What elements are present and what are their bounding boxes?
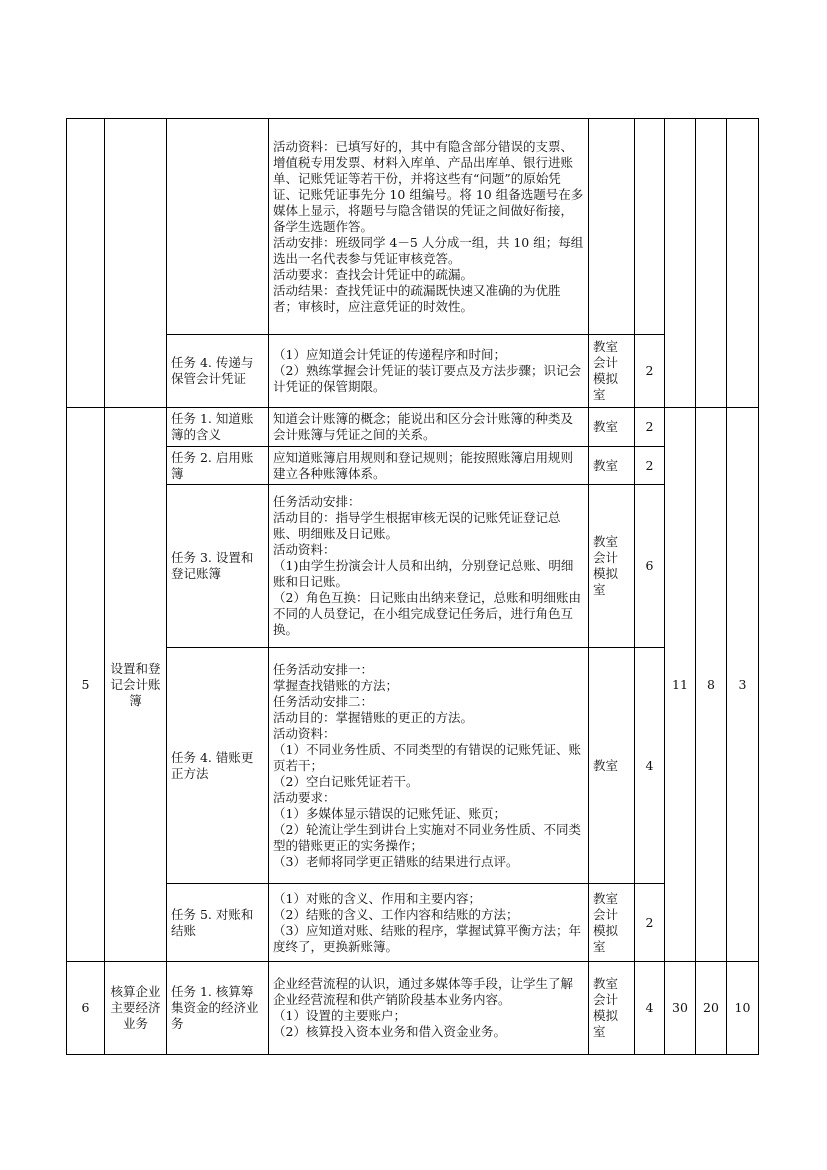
table-row (67, 335, 759, 408)
theory-hours-cell (696, 119, 727, 408)
content-line: 企业经营流程的认识，通过多媒体等手段，让学生了解企业经营流程和供产销阶段基本业务内容。 (273, 976, 574, 1007)
hours-cell: 4 (635, 648, 665, 884)
content-line: （2）结账的含义、工作内容和结账的方法； (273, 906, 519, 922)
hours-cell (635, 119, 665, 335)
task-cell: 任务 3. 设置和登记账簿 (167, 485, 269, 648)
unit-name-cell: 设置和登记会计账簿 (105, 408, 167, 962)
table-row (67, 447, 759, 485)
task-cell: 任务 2. 启用账簿 (167, 447, 269, 485)
content-line: 活动要求：查找会计凭证中的疏漏。 (273, 266, 474, 282)
content-line: 任务活动安排一： (273, 661, 374, 677)
hours-cell: 2 (635, 447, 665, 485)
table-row (67, 648, 759, 884)
content-line: （1）不同业务性质、不同类型的有错误的记账凭证、账页若干； (273, 741, 581, 773)
content-line: 应知道账簿启用规则和登记规则；能按照账簿启用规则建立各种账簿体系。 (273, 449, 574, 481)
content-line: 活动结果：查找凭证中的疏漏既快速又准确的为优胜者；审核时，应注意凭证的时效性。 (273, 282, 561, 314)
unit-number-cell: 6 (67, 962, 105, 1055)
content-line: 活动安排：班级同学 4－5 人分成一组，共 10 组；每组选出一名代表参与凭证审核竞答。 (273, 234, 584, 266)
content-line: （3）老师将同学更正错账的结果进行点评。 (273, 853, 519, 869)
table-row (67, 962, 759, 1055)
venue-cell: 教室会计模拟室 (589, 335, 635, 408)
content-line: （1）设置的主要账户； (273, 1008, 406, 1023)
content-line: （2）角色互换：日记账由出纳来登记，总账和明细账由不同的人员登记，在小组完成登记任务后，进行角色互换。 (273, 590, 581, 637)
table-row (67, 119, 759, 335)
venue-cell: 教室会计模拟室 (589, 962, 635, 1055)
unit-name-cell (105, 119, 167, 408)
task-cell: 任务 1. 核算筹集资金的经济业务 (167, 962, 269, 1055)
content-cell (269, 447, 589, 485)
venue-cell: 教室 (589, 447, 635, 485)
unit-number-cell: 5 (67, 408, 105, 962)
task-cell: 任务 5. 对账和结账 (167, 884, 269, 962)
content-cell (269, 335, 589, 408)
content-line: （1）应知道会计凭证的传递程序和时间； (273, 347, 506, 362)
content-cell (269, 884, 589, 962)
content-line: 活动资料： (273, 542, 336, 557)
content-line: （1）对账的含义、作用和主要内容； (273, 890, 481, 906)
hours-cell: 2 (635, 884, 665, 962)
theory-hours-cell: 20 (696, 962, 727, 1055)
course-schedule-table (66, 118, 759, 1055)
table-row (67, 408, 759, 447)
content-line: 任务活动安排： (273, 494, 361, 509)
content-line: （2）空白记账凭证若干。 (273, 773, 419, 789)
total-hours-cell (665, 119, 696, 408)
task-cell (167, 119, 269, 335)
venue-cell (589, 119, 635, 335)
content-cell (269, 119, 589, 335)
practice-hours-cell: 10 (727, 962, 759, 1055)
unit-name-cell: 核算企业主要经济业务 (105, 962, 167, 1055)
content-line: 活动资料： (273, 725, 336, 741)
content-line: （3）应知道对账、结账的程序，掌握试算平衡方法；年度终了，更换新账簿。 (273, 922, 581, 954)
hours-cell: 4 (635, 962, 665, 1055)
task-cell: 任务 1. 知道账簿的含义 (167, 408, 269, 447)
unit-number-cell (67, 119, 105, 408)
task-cell: 任务 4. 错账更正方法 (167, 648, 269, 884)
hours-cell: 2 (635, 335, 665, 408)
content-line: 任务活动安排二： (273, 693, 374, 709)
content-cell (269, 408, 589, 447)
theory-hours-cell: 8 (696, 408, 727, 962)
content-cell (269, 962, 589, 1055)
content-line: 活动资料：已填写好的，其中有隐含部分错误的支票、增值税专用发票、材料入库单、产品出库单、银行进账单、记账凭证等若干份，并将这些有“问题”的原始凭证、记账凭证事先分 10 组编号。将 10 组备选题号在多媒体上显示，将题号与隐含错误的凭证之间做好衔接，备学生选题作答。 (273, 138, 584, 234)
total-hours-cell: 30 (665, 962, 696, 1055)
task-cell: 任务 4. 传递与保管会计凭证 (167, 335, 269, 408)
content-line: 活动目的：掌握错账的更正的方法。 (273, 709, 474, 725)
content-line: （2）熟练掌握会计凭证的装订要点及方法步骤；识记会计凭证的保管期限。 (273, 363, 581, 394)
hours-cell: 2 (635, 408, 665, 447)
content-cell (269, 485, 589, 648)
practice-hours-cell (727, 119, 759, 408)
hours-cell: 6 (635, 485, 665, 648)
content-line: （1）多媒体显示错误的记账凭证、账页； (273, 805, 506, 821)
content-line: 掌握查找错账的方法； (273, 677, 399, 693)
total-hours-cell: 11 (665, 408, 696, 962)
content-cell (269, 648, 589, 884)
table-row (67, 884, 759, 962)
content-line: （1)由学生扮演会计人员和出纳，分别登记总账、明细账和日记账。 (273, 558, 574, 589)
content-line: （2）核算投入资本业务和借入资金业务。 (273, 1024, 506, 1039)
venue-cell: 教室会计模拟室 (589, 485, 635, 648)
practice-hours-cell: 3 (727, 408, 759, 962)
table-row (67, 485, 759, 648)
venue-cell: 教室会计模拟室 (589, 884, 635, 962)
venue-cell: 教室 (589, 408, 635, 447)
content-line: 活动目的：指导学生根据审核无误的记账凭证登记总账、明细账及日记账。 (273, 510, 561, 541)
venue-cell: 教室 (589, 648, 635, 884)
content-line: 活动要求： (273, 789, 336, 805)
content-line: 知道会计账簿的概念；能说出和区分会计账簿的种类及会计账簿与凭证之间的关系。 (273, 411, 574, 442)
content-line: （2）轮流让学生到讲台上实施对不同业务性质、不同类型的错账更正的实务操作； (273, 821, 581, 853)
